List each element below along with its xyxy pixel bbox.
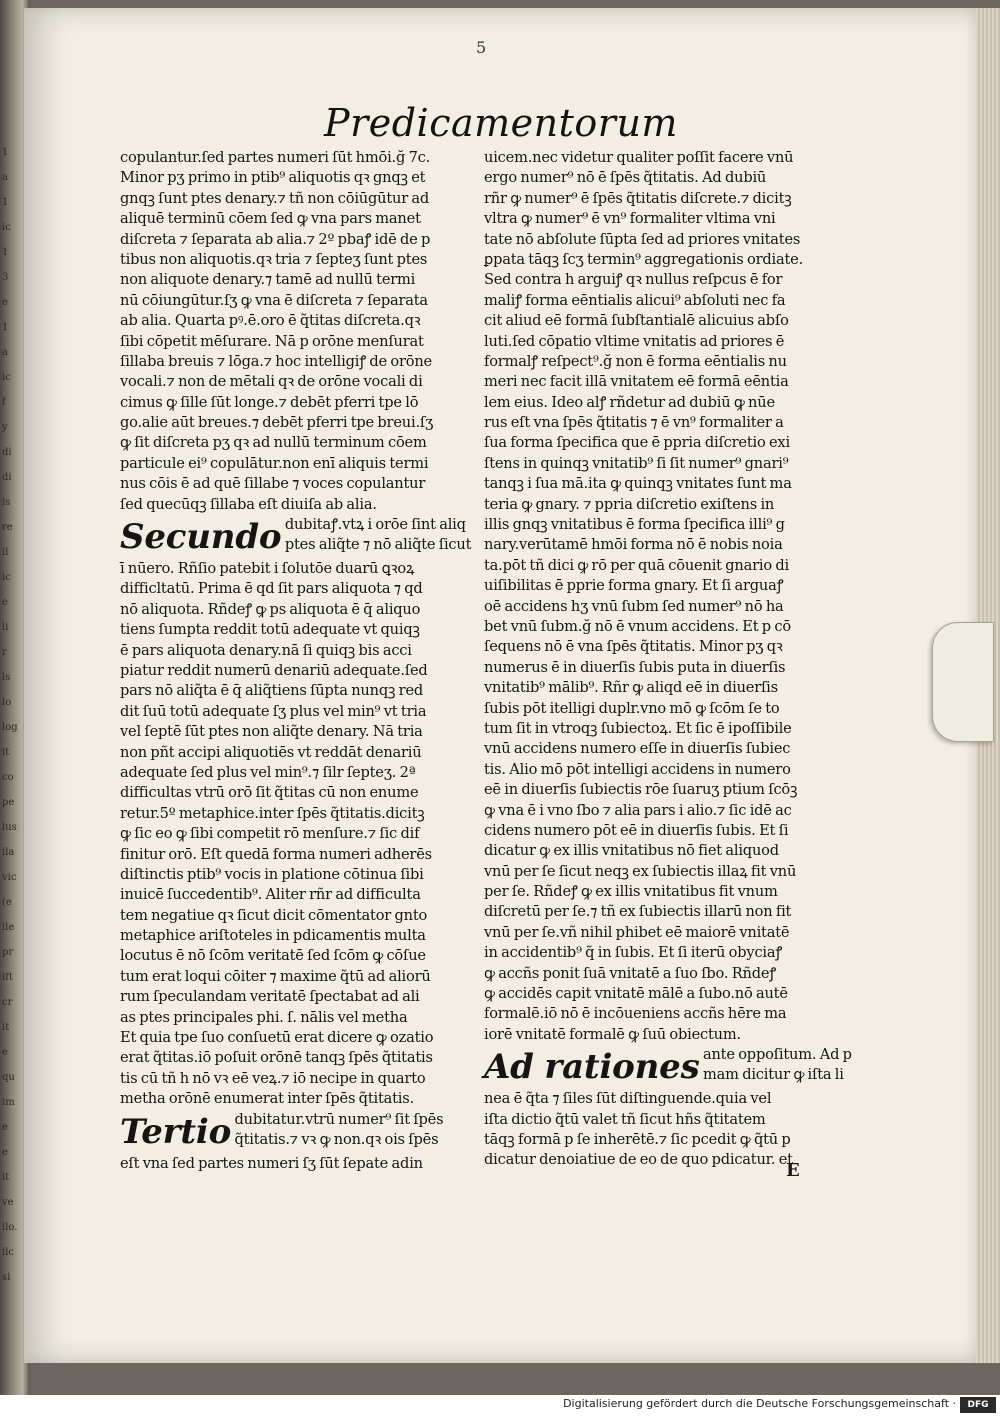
facing-page-fragments <box>2 140 24 1290</box>
margin-fragment: 1 <box>2 197 9 208</box>
text-line: difficultas vtrū orō ſit q̃titas cū non enume <box>120 784 419 802</box>
text-line: tāqꝫ formā p ſe inherētē.⁊ ſic pcedit ꝙ q̃tū p <box>484 1130 791 1148</box>
margin-fragment: log <box>2 722 18 733</box>
text-line: per ſe. Rñdeꝭ ꝙ ex illis vnitatibus fit vnum <box>484 883 778 901</box>
text-line: meri nec facit illā vnitatem eē formā eēntia <box>484 373 789 391</box>
left-text-column <box>120 148 470 1174</box>
text-line: vnū per ſe.vñ nihil phibet eē maiorē vnitatē <box>484 923 790 941</box>
left-paragraph-2 <box>120 559 470 1110</box>
text-line: locutus ē nō ſcōm veritatē ſed ſcōm ꝙ cōſue <box>120 947 426 965</box>
text-line: vocali.⁊ non de mētali qꝛ de orōne vocali di <box>120 373 423 391</box>
margin-fragment: (e <box>2 897 12 908</box>
side-line: ante oppoſitum. Ad p <box>702 1046 852 1064</box>
margin-fragment: li <box>2 622 9 633</box>
side-line: mam dicitur ꝙ iſta li <box>702 1066 844 1084</box>
text-line: vnitatib⁹ mālib⁹. Rñr ꝙ aliqd eē in diuerſis <box>484 679 778 697</box>
text-line: retur.5º metaphice.inter ſpēs q̃titatis.dicitꝫ <box>120 804 425 822</box>
text-line: uicem.nec videtur qualiter poſſit facere vnū <box>484 149 794 166</box>
text-line: Sed contra h arguiꝭ qꝛ nullus reſpcus ē for <box>484 271 783 289</box>
margin-fragment: 3 <box>2 272 9 283</box>
margin-fragment: co <box>2 772 14 783</box>
text-line: ſequens nō ē vna ſpēs q̃titatis. Minor pʒ qꝛ <box>484 638 783 656</box>
margin-fragment: it <box>2 747 10 758</box>
text-line: rum ſpeculandam veritatē ſpectabat ad ali <box>120 988 420 1006</box>
text-line: metha orōnē enumerat inter ſpēs q̃titatis. <box>120 1090 414 1108</box>
margin-fragment: y <box>2 422 8 433</box>
margin-fragment: a <box>2 172 8 183</box>
margin-fragment: di <box>2 472 12 483</box>
text-line: cidens numero pōt eē in diuerſis ſubis. Et ſi <box>484 821 789 839</box>
text-line: Et quia tpe ſuo conſuetū erat dicere ꝙ ozatio <box>120 1029 434 1047</box>
catchword: E <box>786 1160 800 1181</box>
text-line: luti.ſed cōpatio vltime vnitatis ad priores ē <box>484 332 785 350</box>
text-line: bet vnū ſubm.ğ nō ē vnum accidens. Et p cō <box>484 617 791 635</box>
side-line: dubitatur.vtrū numer⁹ ſit ſpēs <box>234 1110 444 1128</box>
margin-fragment: it <box>2 1022 10 1033</box>
text-line: vltra ꝙ numer⁹ ē vn⁹ formaliter vltima vni <box>484 210 776 228</box>
text-line: ab alia. Quarta pꝰ.ē.oro ē q̃titas diſcreta.qꝛ <box>120 312 421 330</box>
text-line: nū cōiungūtur.ſʒ ꝙ vna ē diſcreta ⁊ ſeparata <box>120 291 428 309</box>
margin-fragment: ilc <box>2 1247 14 1258</box>
text-line: vnū per ſe ſicut neqꝫ ex ſubiectis illaꝝ fit vnū <box>484 862 797 880</box>
text-line: gnqꝫ ſunt ptes denary.⁊ tñ non cōiūgūtur ad <box>120 189 430 207</box>
text-line: cit aliud eē formā ſubſtantialē alicuius abſo <box>484 312 789 330</box>
text-line: tanqꝫ i ſua mā.ita ꝙ quinqꝫ vnitates ſunt ma <box>484 475 792 493</box>
side-line: ptes aliq̃te ⁊ nō aliq̃te ſicut <box>284 536 472 554</box>
margin-fragment: a <box>2 347 8 358</box>
text-line: non pñt accipi aliquotiēs vt reddāt denariū <box>120 743 422 761</box>
text-line: tibus non aliquotis.qꝛ tria ⁊ ſepteʒ ſunt ptes <box>120 250 428 268</box>
left-paragraph-3 <box>120 1154 470 1174</box>
initial-block-ad-rationes <box>484 1045 852 1089</box>
text-line: vel ſeptē ſūt ptes non aliq̃te denary. Nā tria <box>120 723 423 741</box>
text-line: tis cū tñ h nō vꝛ eē veꝝ.⁊ iō necipe in quarto <box>120 1069 426 1087</box>
margin-fragment: ve <box>2 1197 14 1208</box>
margin-fragment: 1 <box>2 322 9 333</box>
margin-fragment: ilo. <box>2 1222 18 1233</box>
margin-fragment: e <box>2 597 8 608</box>
text-line: particule ei⁹ copulātur.non enī aliquis termi <box>120 454 429 472</box>
footer-bar <box>0 1395 1000 1417</box>
text-line: nary.verūtamē hmōi forma nō ē nobis noia <box>484 536 783 554</box>
text-line: ꝙ accidēs capit vnitatē mālē a ſubo.nō autē <box>484 985 788 1003</box>
text-line: iorē vnitatē formalē ꝙ ſuū obiectum. <box>484 1025 741 1043</box>
text-line: eſt vna ſed partes numeri ſʒ ſūt ſepate adin <box>120 1154 423 1172</box>
margin-fragment: e <box>2 1047 8 1058</box>
initial-side-text <box>703 1045 852 1085</box>
text-line: formalꝭ reſpect⁹.ğ non ē forma eēntialis nu <box>484 352 787 370</box>
side-line: q̃titatis.⁊ vꝛ ꝙ non.qꝛ ois ſpēs <box>234 1130 439 1148</box>
text-line: illis gnqꝫ vnitatibus ē forma ſpecifica illi⁹ g <box>484 516 785 534</box>
signature-mark: 5 <box>476 38 487 57</box>
text-line: non aliquote denary.⁊ tamē ad nullū termi <box>120 271 416 289</box>
text-line: inuicē ſuccedentib⁹. Aliter rñr ad difficulta <box>120 886 421 904</box>
text-line: pars nō aliq̃ta ē q̄ aliq̃tiens ſūpta nunqꝫ red <box>120 682 424 700</box>
margin-fragment: e <box>2 1147 8 1158</box>
margin-fragment: r <box>2 647 7 658</box>
margin-fragment: pr <box>2 947 14 958</box>
right-text-column <box>484 148 852 1171</box>
text-line: rñr ꝙ numer⁹ ē ſpēs q̃titatis diſcrete.⁊ dicitꝫ <box>484 189 792 207</box>
text-line: ſtens in quinqꝫ vnitatib⁹ ſi ſit numer⁹ gnari⁹ <box>484 454 789 472</box>
initial-word-secundo: Secundo <box>120 517 282 558</box>
text-line: rus eſt vna ſpēs q̃titatis ⁊ ē vn⁹ formaliter a <box>484 414 784 432</box>
text-line: vnū accidens numero eſſe in diuerſis ſubiec <box>484 740 791 758</box>
text-line: tem negatiue qꝛ ſicut dicit cōmentator gnto <box>120 906 428 924</box>
text-line: formalē.iō nō ē incōueniens accñs hēre ma <box>484 1005 787 1023</box>
margin-fragment: lus <box>2 822 17 833</box>
right-paragraph-2 <box>484 1089 834 1171</box>
text-line: eē in diuerſis ſubiectis rōe ſuaruʒ ptium ſcōꝫ <box>484 781 798 799</box>
margin-fragment: qu <box>2 1072 15 1083</box>
initial-word-ad-rationes: Ad rationes <box>484 1047 700 1088</box>
margin-fragment: il <box>2 547 9 558</box>
text-line: ſillaba breuis ⁊ lōga.⁊ hoc intelligiꝭ de orōne <box>120 352 432 370</box>
text-line: ī nūero. Rñſio patebit i ſolutōe duarū ꝗꝛoꝝ <box>120 560 415 578</box>
running-head: Predicamentorum <box>324 101 678 145</box>
text-line: ſua forma ſpecifica que ē ppria diſcretio exi <box>484 434 790 452</box>
initial-side-text <box>235 1110 444 1150</box>
funding-credit: Digitalisierung gefördert durch die Deutsche Forschungsgemeinschaft · <box>563 1397 956 1410</box>
dfg-logo: DFG <box>960 1397 996 1413</box>
text-line: tate nō abſolute ſūpta ſed ad priores vnitates <box>484 230 801 248</box>
text-line: Minor pʒ primo in ptib⁹ aliquotis qꝛ gnqꝫ et <box>120 169 426 187</box>
margin-fragment: ic <box>2 572 11 583</box>
text-line: iſta dictio q̃tū valet tñ ſicut hñs q̃titatem <box>484 1110 766 1128</box>
text-line: ꝙ vna ē i vno ſbo ⁊ alia pars i alio.⁊ ſic idē ac <box>484 801 792 819</box>
margin-fragment: si <box>2 1272 11 1283</box>
text-line: ꝑpata tāqꝫ ſcʒ termin⁹ aggregationis ordiate. <box>484 250 804 268</box>
margin-fragment: di <box>2 447 12 458</box>
text-line: nō aliquota. Rñdeꝭ ꝙ ps aliquota ē q̄ aliquo <box>120 600 421 618</box>
text-line: copulantur.ſed partes numeri ſūt hmōi.ğ 7c. <box>120 149 431 166</box>
margin-fragment: is <box>2 672 11 683</box>
text-line: uiſibilitas ē pprie forma gnary. Et ſi arguaꝭ <box>484 577 784 595</box>
margin-fragment: ila <box>2 847 15 858</box>
text-line: diſcreta ⁊ ſeparata ab alia.⁊ 2º pbaꝭ idē de p <box>120 230 431 248</box>
text-line: nea ē q̃ta ⁊ ſiles ſūt diſtinguende.quia vel <box>484 1090 772 1108</box>
text-line: tum ſit in vtroqꝫ ſubiectoꝝ. Et ſic ē ipoſſibile <box>484 719 792 737</box>
text-line: go.alie aūt breues.⁊ debēt pferri tpe breui.ſʒ <box>120 414 434 432</box>
right-paragraph-1 <box>484 148 834 1045</box>
text-line: ē pars aliquota denary.nā ſi quiqꝫ bis acci <box>120 641 412 659</box>
text-line: ꝙ accñs ponit ſuā vnitatē a ſuo ſbo. Rñdeꝭ <box>484 964 777 982</box>
text-line: ſibi cōpetit mēſurare. Nā p orōne menſurat <box>120 332 424 350</box>
margin-fragment: 1 <box>2 147 9 158</box>
margin-fragment: re <box>2 522 13 533</box>
text-line: ſubis pōt itelligi duplr.vno mō ꝙ ſcōm ſe to <box>484 699 780 717</box>
text-line: oē accidens hʒ vnū ſubm ſed numer⁹ nō ha <box>484 597 784 615</box>
text-line: cimus ꝙ ſille ſūt longe.⁊ debēt pferri tpe lō <box>120 393 419 411</box>
margin-fragment: it <box>2 1172 10 1183</box>
text-line: dicatur ꝙ ex illis vnitatibus nō fiet aliquod <box>484 842 779 860</box>
text-line: as ptes principales phi. ſ. nālis vel metha <box>120 1008 408 1026</box>
text-line: ta.pōt tñ dici ꝙ rō per quā cōuenit gnario di <box>484 556 789 574</box>
margin-fragment: f <box>2 397 6 408</box>
text-line: erat q̃titas.iō poſuit orōnē tanqꝫ ſpēs q̃titatis <box>120 1049 433 1067</box>
text-line: tum erat loqui cōiter ⁊ maxime q̃tū ad aliorū <box>120 967 431 985</box>
initial-block-secundo <box>120 515 470 559</box>
text-line: difficltatū. Prima ē qd ſit pars aliquota ⁊ qd <box>120 580 423 598</box>
text-line: dit ſuū totū adequate ſʒ plus vel min⁹ vt tria <box>120 702 427 720</box>
margin-fragment: 1 <box>2 247 9 258</box>
initial-block-tertio <box>120 1110 470 1154</box>
initial-side-text <box>285 515 471 555</box>
text-line: piatur reddit numerū denariū adequate.ſed <box>120 661 428 679</box>
text-line: teria ꝙ gnary. ⁊ ppria diſcretio exiſtens in <box>484 495 775 513</box>
margin-fragment: lo <box>2 697 12 708</box>
text-line: numerus ē in diuerſis ſubis puta in diuerſis <box>484 658 786 676</box>
text-line: ergo numer⁹ nō ē ſpēs q̃titatis. Ad dubiū <box>484 169 767 187</box>
text-line: finitur orō. Eſt quedā forma numeri adherēs <box>120 845 432 863</box>
text-line: lem eius. Ideo alꝭ rñdetur ad dubiū ꝙ nūe <box>484 393 775 411</box>
book-page <box>24 8 976 1363</box>
text-line: dicatur denoiatiue de eo de quo pdicatur. et <box>484 1151 793 1169</box>
margin-fragment: ic <box>2 372 11 383</box>
text-line: diſcretū per ſe.⁊ tñ ex ſubiectis illarū non fit <box>484 903 792 921</box>
bookmark-tab <box>932 622 994 742</box>
margin-fragment: vic <box>2 872 17 883</box>
margin-fragment: im <box>2 1097 15 1108</box>
margin-fragment: is <box>2 497 11 508</box>
text-line: maliꝭ forma eēntialis alicui⁹ abſoluti nec fa <box>484 291 786 309</box>
text-line: tis. Alio mō pōt intelligi accidens in numero <box>484 760 791 778</box>
text-line: nus cōis ē ad quē ſillabe ⁊ voces copulantur <box>120 475 426 493</box>
text-line: diſtinctis ptib⁹ vocis in platione cōtinua ſibi <box>120 865 424 883</box>
side-line: dubitaꝭ.vtꝝ i orōe ſint aliq <box>284 516 466 534</box>
margin-fragment: ic <box>2 222 11 233</box>
text-line: in accidentib⁹ q̃ in ſubis. Et ſi iterū obyciaꝭ <box>484 944 783 962</box>
text-line: ſed quecūqꝫ ſillaba eſt diuiſa ab alia. <box>120 495 377 513</box>
margin-fragment: e <box>2 1122 8 1133</box>
text-line: aliquē terminū cōem ſed ꝙ vna pars manet <box>120 210 421 228</box>
text-line: metaphice ariſtoteles in pdicamentis multa <box>120 927 426 945</box>
left-paragraph-1 <box>120 148 470 515</box>
margin-fragment: pe <box>2 797 15 808</box>
margin-fragment: e <box>2 297 8 308</box>
initial-word-tertio: Tertio <box>120 1111 232 1152</box>
text-line: ꝙ ſic eo ꝙ ſibi competit rō menſure.⁊ ſic dif <box>120 825 420 843</box>
text-line: tiens ſumpta reddit totū adequate vt quiqꝫ <box>120 621 420 639</box>
margin-fragment: ile <box>2 922 15 933</box>
margin-fragment: cr <box>2 997 13 1008</box>
margin-fragment: ift <box>2 972 13 983</box>
text-line: ꝙ ſit diſcreta pʒ qꝛ ad nullū terminum cōem <box>120 434 427 452</box>
text-line: adequate ſed plus vel min⁹.⁊ ſilr ſepteʒ. 2ª <box>120 763 416 781</box>
